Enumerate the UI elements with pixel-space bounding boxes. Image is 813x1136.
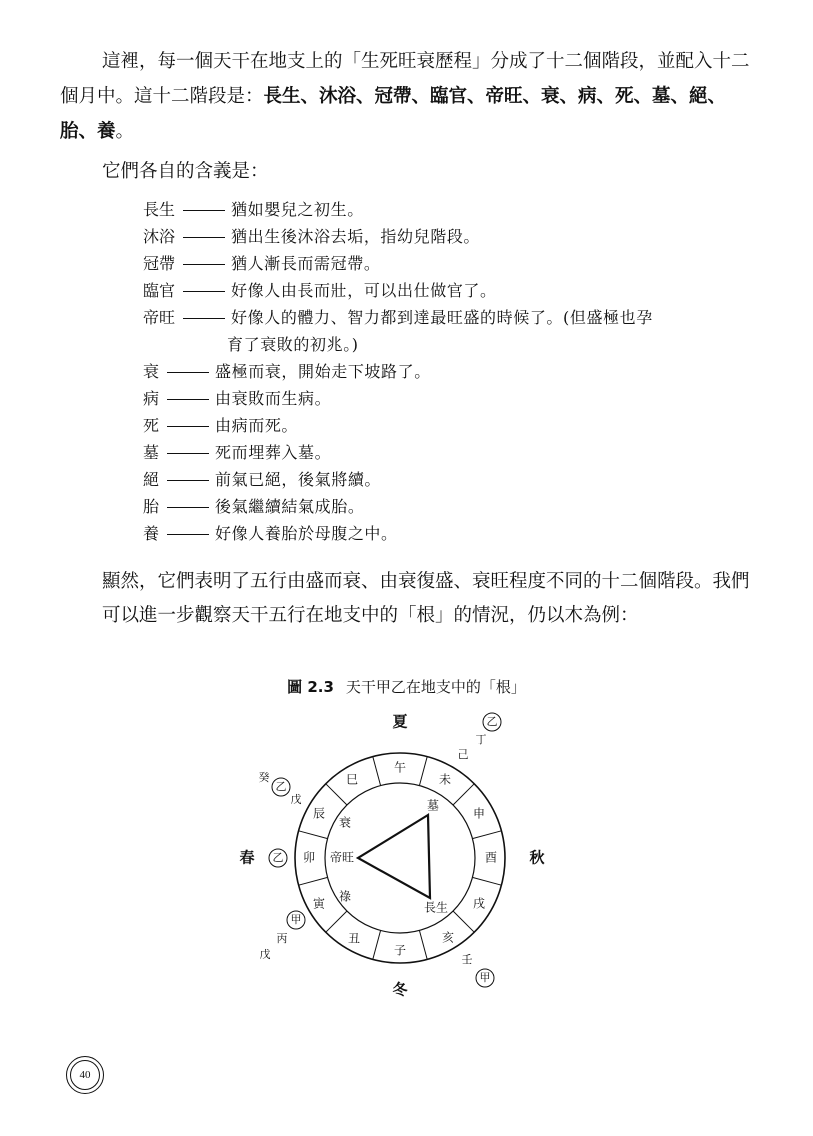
- branch-si: 巳: [345, 772, 359, 787]
- branch-wei: 未: [438, 772, 452, 787]
- branch-hai: 亥: [441, 930, 455, 945]
- stage-desc: 盛極而衰，開始走下坡路了。: [215, 362, 431, 381]
- stage-term: 冠帶: [143, 254, 176, 273]
- season-summer: 夏: [392, 712, 408, 731]
- stage-desc-continued: 育了衰敗的初兆。): [227, 335, 359, 354]
- stage-desc: 猶人漸長而需冠帶。: [231, 254, 381, 273]
- stage-desc: 猶出生後沐浴去垢，指幼兒階段。: [231, 227, 481, 246]
- label-changsheng: 長生: [423, 900, 449, 915]
- stage-desc: 死而埋葬入墓。: [215, 443, 332, 462]
- se-circled: 甲: [479, 971, 491, 984]
- stage-term: 胎: [143, 497, 160, 516]
- branch-zi: 子: [393, 943, 407, 958]
- stage-term: 臨官: [143, 281, 176, 300]
- branch-chou: 丑: [347, 931, 361, 946]
- season-winter: 冬: [392, 980, 408, 999]
- stage-desc: 猶如嬰兒之初生。: [231, 200, 364, 219]
- ne-circled: 乙: [486, 715, 498, 728]
- w-circled: 乙: [272, 851, 284, 864]
- intro-end-punct: 。: [115, 121, 135, 142]
- stage-desc: 由衰敗而生病。: [215, 389, 332, 408]
- label-diwang: 帝旺: [329, 850, 355, 865]
- stage-term: 絕: [143, 470, 160, 489]
- twelve-stages-terms: 長生、沐浴、冠帶、臨官、帝旺、衰、病、死、墓、絕、胎、養: [60, 86, 727, 142]
- meanings-intro: 它們各自的含義是：: [102, 161, 269, 182]
- nw-wu: 戊: [290, 793, 302, 806]
- season-spring: 春: [239, 848, 255, 867]
- branch-chen: 辰: [312, 806, 326, 821]
- page-number-badge: [66, 1056, 104, 1094]
- ne-ding: 丁: [475, 733, 487, 746]
- sw-circled: 甲: [290, 913, 302, 926]
- stage-desc: 好像人的體力、智力都到達最旺盛的時候了。(但盛極也孕: [231, 308, 653, 327]
- branch-mao: 卯: [302, 850, 316, 865]
- conclusion-paragraph: 顯然，它們表明了五行由盛而衰、由衰復盛、衰旺程度不同的十二個階段。我們可以進一步觀察天干五行在地支中的「根」的情況，仍以木為例：: [102, 571, 750, 626]
- intro-text: 這裡，每一個天干在地支上的「生死旺衰歷程」分成了十二個階段，並配入十二個月中。這十二階段是：: [60, 51, 750, 107]
- stage-desc: 好像人養胎於母腹之中。: [215, 524, 398, 543]
- season-autumn: 秋: [529, 848, 545, 867]
- nw-circled: 乙: [275, 780, 287, 793]
- page-number: 40: [70, 1060, 100, 1090]
- stage-desc: 後氣繼續結氣成胎。: [215, 497, 365, 516]
- figure-title: 天干甲乙在地支中的「根」: [345, 678, 526, 696]
- se-ren: 壬: [461, 953, 473, 966]
- stage-term: 病: [143, 389, 160, 408]
- branch-shen: 申: [472, 806, 486, 821]
- sw-wu: 戊: [259, 948, 271, 961]
- branch-you: 酉: [484, 850, 498, 865]
- stage-desc: 由病而死。: [215, 416, 299, 435]
- stage-term: 沐浴: [143, 227, 176, 246]
- nw-gui: 癸: [258, 771, 270, 784]
- label-shuai: 衰: [338, 815, 352, 830]
- ne-ji: 己: [457, 748, 469, 761]
- stage-term: 長生: [143, 200, 176, 219]
- branch-wu: 午: [393, 760, 407, 775]
- sw-bing: 丙: [276, 932, 288, 945]
- branch-xu: 戌: [472, 896, 486, 911]
- stage-term: 墓: [143, 443, 160, 462]
- stage-desc: 好像人由長而壯，可以出仕做官了。: [231, 281, 497, 300]
- label-mu: 墓: [426, 798, 440, 813]
- stage-term: 養: [143, 524, 160, 543]
- figure-number: 圖 2.3: [287, 678, 334, 696]
- stage-term: 帝旺: [143, 308, 176, 327]
- stage-term: 死: [143, 416, 160, 435]
- triangle: [358, 815, 430, 898]
- stage-term: 衰: [143, 362, 160, 381]
- stage-desc: 前氣已絕，後氣將續。: [215, 470, 382, 489]
- branch-yin: 寅: [312, 896, 326, 911]
- label-lu: 祿: [338, 889, 352, 904]
